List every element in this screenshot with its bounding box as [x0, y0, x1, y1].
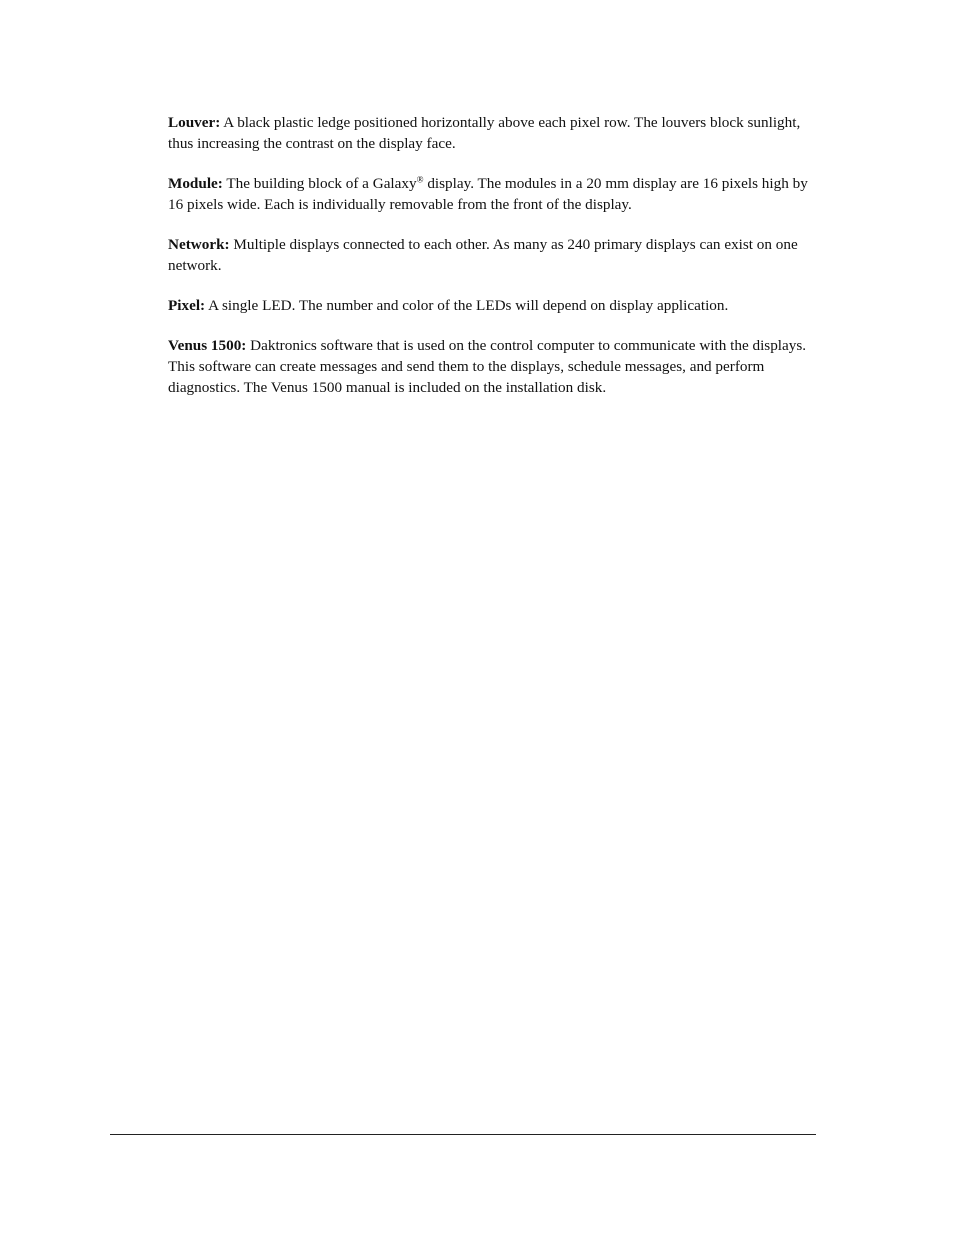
glossary-definition-part: display. The modules in a 20 mm display are 16 pixels high by 16 pixels wide. Each is individually removable from the front of the display.: [168, 174, 808, 213]
glossary-definition: Daktronics software that is used on the control computer to communicate with the displays. This software can create messages and send them to the displays, schedule messages, and perform diagnostics. The Venus 1500 manual is included on the installation disk.: [168, 337, 807, 396]
glossary-definition: A black plastic ledge positioned horizontally above each pixel row. The louvers block sunlight, thus increasing the contrast on the display face.: [168, 114, 801, 152]
glossary-list: [168, 113, 808, 418]
glossary-term: Venus 1500:: [168, 337, 247, 355]
glossary-entry-pixel: [168, 296, 808, 317]
glossary-term: Louver:: [168, 114, 221, 131]
glossary-entry-louver: [168, 113, 808, 154]
registered-trademark-symbol: ®: [416, 174, 424, 185]
glossary-definition: Multiple displays connected to each other. As many as 240 primary displays can exist on one network.: [168, 235, 798, 274]
glossary-definition-part: The building block of a Galaxy: [222, 174, 417, 192]
glossary-definition: A single LED. The number and color of the LEDs will depend on display application.: [205, 296, 729, 314]
glossary-term: Pixel:: [168, 296, 206, 314]
glossary-entry-venus-1500: [168, 336, 808, 398]
glossary-entry-network: [168, 235, 808, 276]
glossary-entry-module: [168, 174, 808, 215]
footer-divider: [110, 1134, 816, 1135]
glossary-term: Module:: [168, 174, 223, 192]
glossary-term: Network:: [168, 235, 230, 253]
